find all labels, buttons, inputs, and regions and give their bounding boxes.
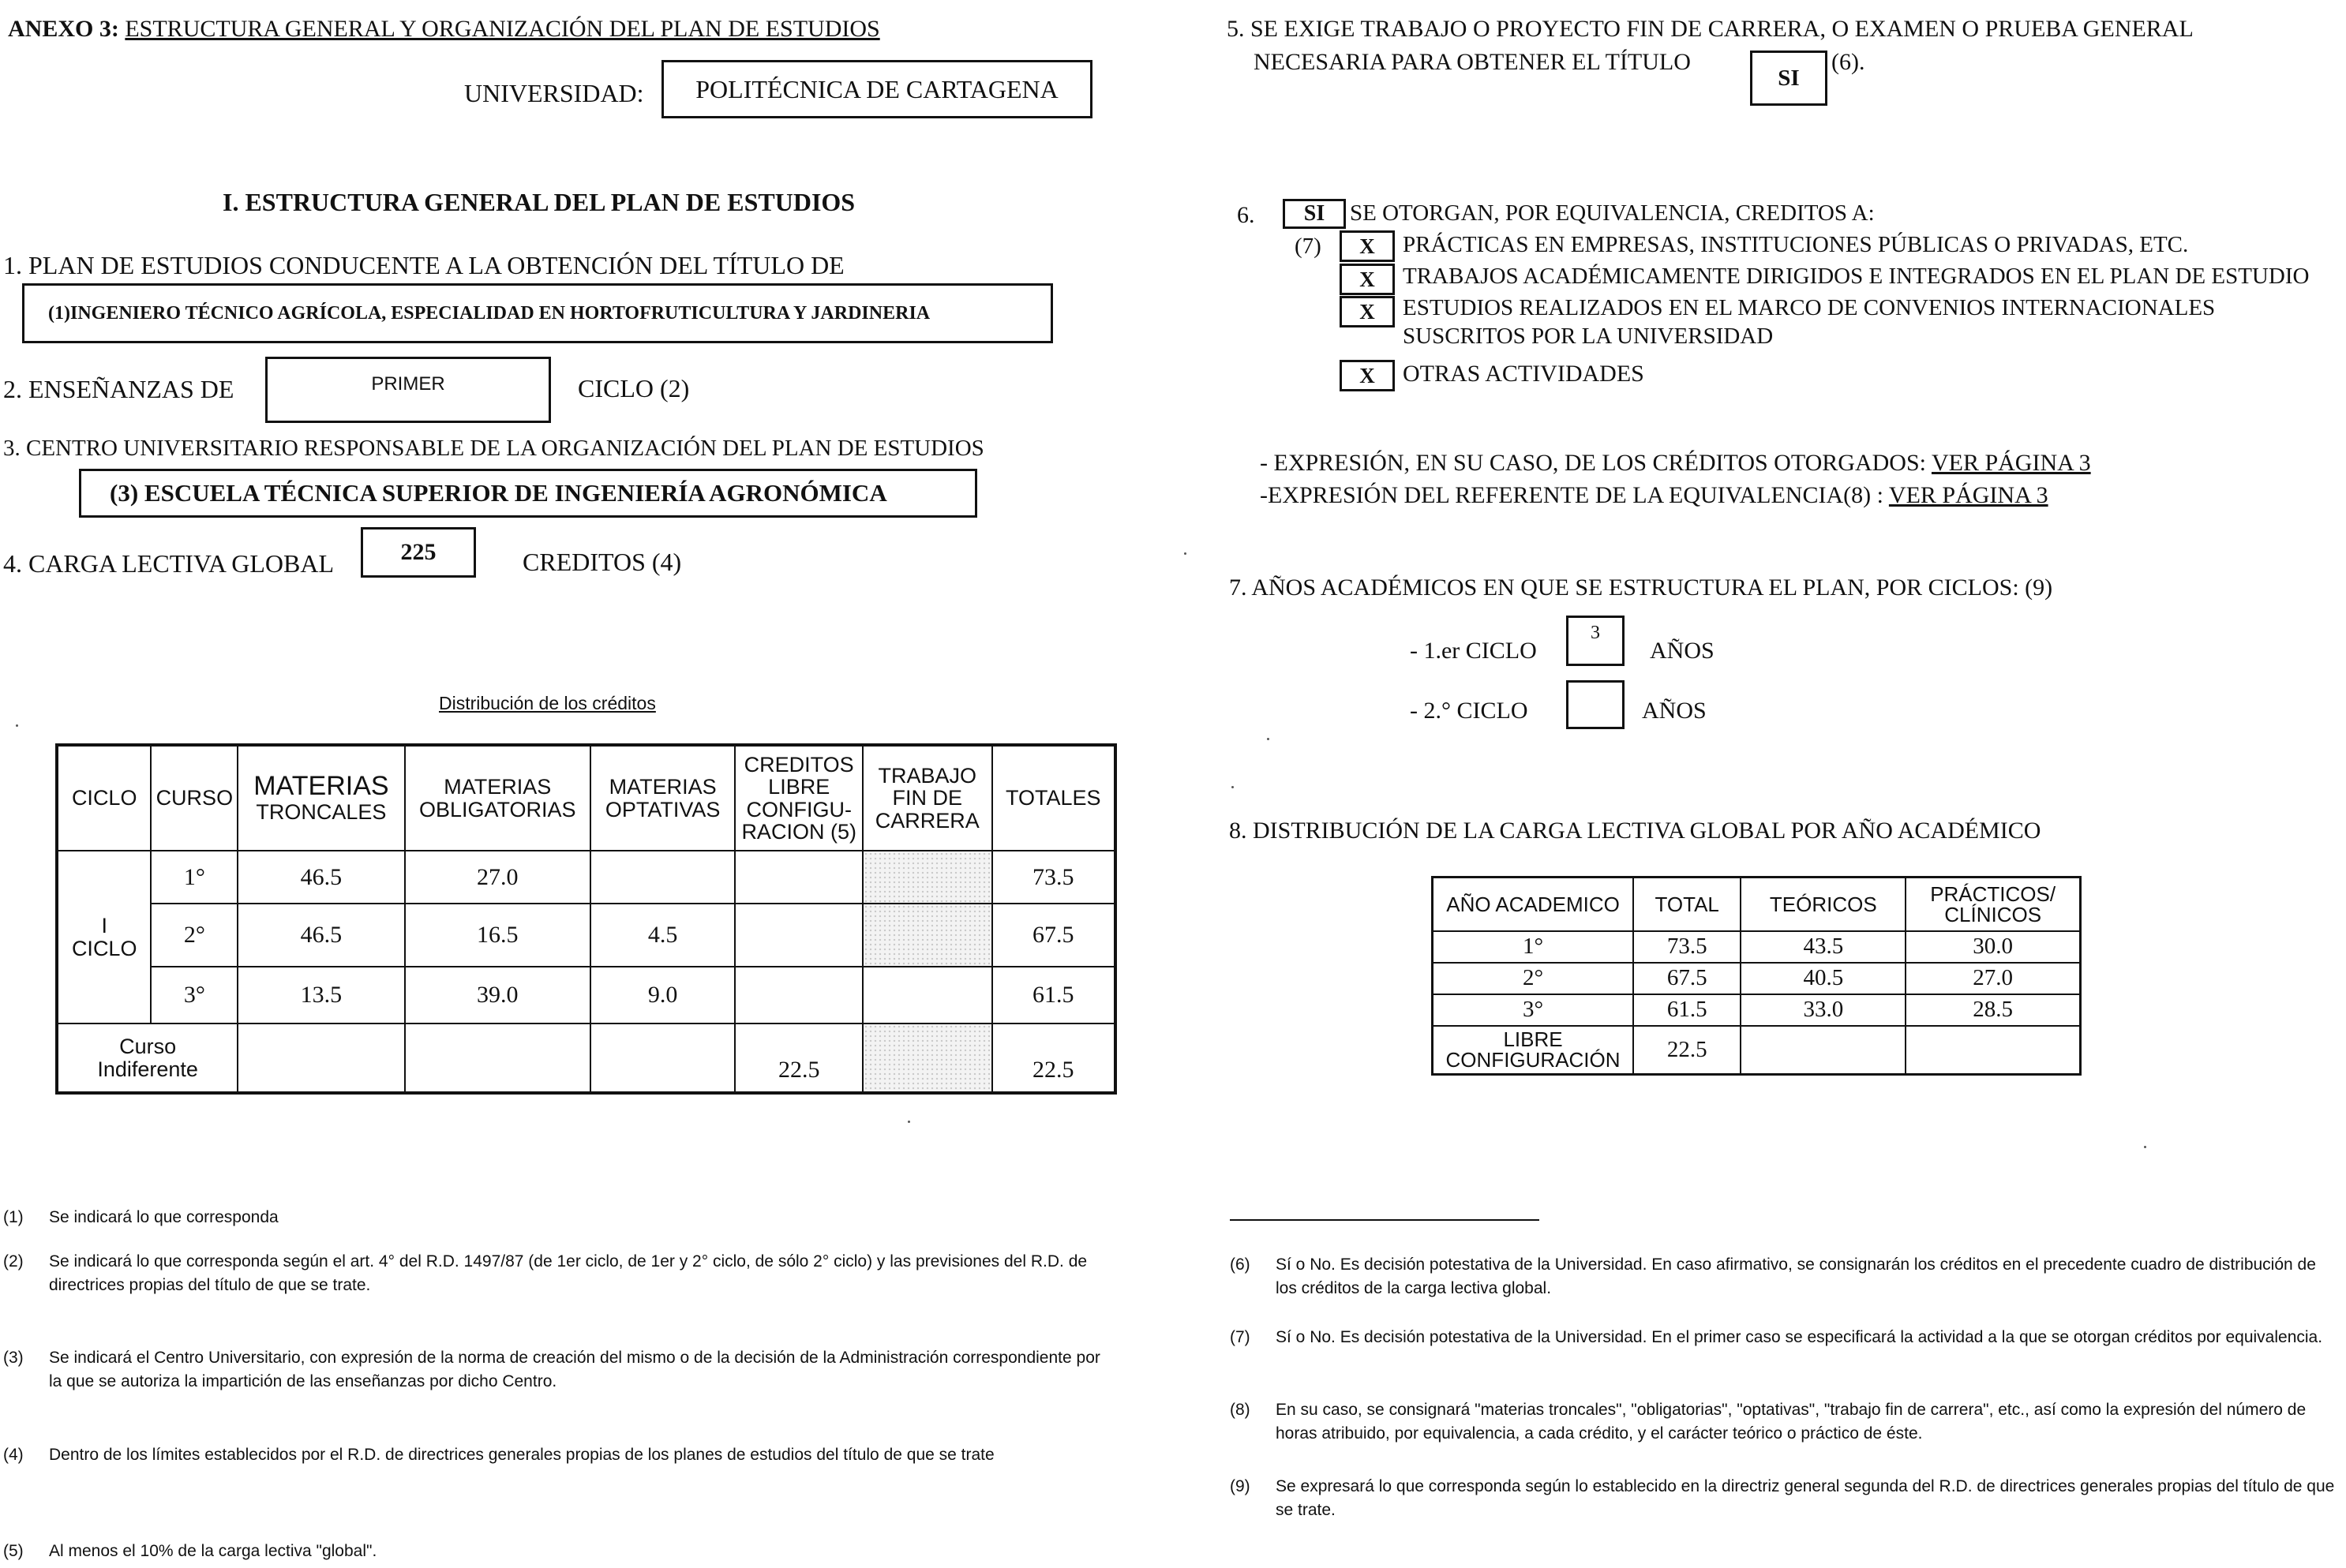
hdr-total: TOTAL <box>1633 878 1741 931</box>
check-box <box>1340 230 1395 262</box>
optativas-cell: 4.5 <box>590 904 735 967</box>
footnote: (6) Sí o No. Es decisión potestativa de la Universidad. En caso afirmativo, se consignarán los créditos en el precedente cuadro de distribución de los créditos de la carga lectiva global. <box>1230 1256 2316 1297</box>
trabajo-cell <box>863 1024 992 1093</box>
table-row <box>1433 1026 2081 1075</box>
table-row <box>1433 931 2081 963</box>
anio-cell: 1° <box>1433 931 1634 963</box>
footnote-separator <box>1230 1219 1539 1221</box>
totales-cell: 61.5 <box>992 967 1115 1024</box>
curso-cell: 3° <box>151 967 238 1024</box>
ciclo1-label: - 1.er CICLO <box>1410 638 1537 664</box>
ciclo-value: PRIMER <box>371 373 445 395</box>
hdr-ciclo: CICLO <box>57 745 151 851</box>
check-label: PRÁCTICAS EN EMPRESAS, INSTITUCIONES PÚBLICAS O PRIVADAS, ETC. <box>1403 232 2189 257</box>
check-box <box>1340 296 1395 327</box>
item1-label: 1. PLAN DE ESTUDIOS CONDUCENTE A LA OBTENCIÓN DEL TÍTULO DE <box>3 251 845 279</box>
ciclo-cell: I CICLO <box>57 851 151 1024</box>
total-cell: 22.5 <box>1633 1026 1741 1075</box>
practicos-cell: 30.0 <box>1906 931 2080 963</box>
table-row <box>1433 963 2081 994</box>
item6-ref: (7) <box>1295 234 1321 259</box>
carga-value: 225 <box>400 539 437 565</box>
footnote: (2) Se indicará lo que corresponda según el art. 4° del R.D. 1497/87 (de 1er ciclo, de 1er y 2° ciclo, de sólo 2° ciclo) y las previsiones del R.D. de directrices propias del título de que se trate. <box>3 1252 1088 1294</box>
footnote: (3) Se indicará el Centro Universitario, con expresión de la norma de creación del mismo o de la decisión de la Administración correspondiente por la que se autoriza la impartición de las enseñanzas por dicho Centro. <box>3 1349 1100 1390</box>
distribution-title: Distribución de los créditos <box>439 693 656 713</box>
hdr-teoricos: TEÓRICOS <box>1741 878 1906 931</box>
libre-cell: 22.5 <box>735 1024 863 1093</box>
teoricos-cell: 33.0 <box>1741 994 1906 1026</box>
table-row <box>57 904 1115 967</box>
expr1: - EXPRESIÓN, EN SU CASO, DE LOS CRÉDITOS OTORGADOS: VER PÁGINA 3 <box>1260 450 2091 476</box>
item3-label: 3. CENTRO UNIVERSITARIO RESPONSABLE DE LA ORGANIZACIÓN DEL PLAN DE ESTUDIOS <box>3 436 984 461</box>
totales-cell: 67.5 <box>992 904 1115 967</box>
scan-speck <box>1231 786 1234 788</box>
expr2: -EXPRESIÓN DEL REFERENTE DE LA EQUIVALENCIA(8) : VER PÁGINA 3 <box>1260 482 2048 508</box>
item5-box <box>1750 51 1827 106</box>
practicos-cell: 28.5 <box>1906 994 2080 1026</box>
item2-suffix: CICLO (2) <box>578 374 690 402</box>
item5-suffix: (6). <box>1831 49 1865 75</box>
scan-speck <box>2144 1146 2146 1148</box>
check-mark: X <box>1359 267 1375 291</box>
hdr-totales: TOTALES <box>992 745 1115 851</box>
curso-cell: 2° <box>151 904 238 967</box>
optativas-cell: 9.0 <box>590 967 735 1024</box>
credits-table <box>55 743 1117 1095</box>
footnote: (4) Dentro de los límites establecidos por el R.D. de directrices generales propias de los planes de estudios del título de que se trate <box>3 1446 995 1464</box>
expr2-link[interactable]: VER PÁGINA 3 <box>1888 482 2048 508</box>
table-row <box>1433 994 2081 1026</box>
hdr-obligatorias: MATERIAS OBLIGATORIAS <box>405 745 590 851</box>
item6-label: SE OTORGAN, POR EQUIVALENCIA, CREDITOS A: <box>1350 200 1875 226</box>
libre-cell <box>735 904 863 967</box>
universidad-value: POLITÉCNICA DE CARTAGENA <box>695 74 1059 103</box>
table-row <box>57 1024 1115 1093</box>
check-label-continued: SUSCRITOS POR LA UNIVERSIDAD <box>1403 324 1774 349</box>
ciclo2-box <box>1566 680 1625 729</box>
universidad-field <box>661 60 1092 118</box>
item5-value: SI <box>1778 65 1800 91</box>
footnote: (9) Se expresará lo que corresponda según lo establecido en la directriz general segunda del R.D. de directrices generales propias del título de que se trate. <box>1230 1477 2335 1519</box>
item5-line1: 5. SE EXIGE TRABAJO O PROYECTO FIN DE CARRERA, O EXAMEN O PRUEBA GENERAL <box>1227 16 2194 42</box>
item6-number: 6. <box>1237 202 1255 228</box>
obligatorias-cell: 27.0 <box>405 851 590 904</box>
ciclo1-value: 3 <box>1591 623 1600 643</box>
total-cell: 73.5 <box>1633 931 1741 963</box>
totales-cell: 73.5 <box>992 851 1115 904</box>
anio-cell: 3° <box>1433 994 1634 1026</box>
hdr-practicos: PRÁCTICOS/ CLÍNICOS <box>1906 878 2080 931</box>
trabajo-cell <box>863 967 992 1024</box>
scan-speck <box>908 1121 910 1123</box>
item8-label: 8. DISTRIBUCIÓN DE LA CARGA LECTIVA GLOBAL POR AÑO ACADÉMICO <box>1229 818 2041 844</box>
item6-box <box>1283 199 1346 229</box>
total-cell: 67.5 <box>1633 963 1741 994</box>
centro-value: (3) ESCUELA TÉCNICA SUPERIOR DE INGENIERÍA AGRONÓMICA <box>110 479 887 507</box>
troncales-cell: 46.5 <box>238 851 404 904</box>
optativas-cell <box>590 851 735 904</box>
item7-label: 7. AÑOS ACADÉMICOS EN QUE SE ESTRUCTURA EL PLAN, POR CICLOS: (9) <box>1229 574 2053 601</box>
teoricos-cell: 43.5 <box>1741 931 1906 963</box>
footnote: (8) En su caso, se consignará "materias troncales", "obligatorias", "optativas", "trabajo fin de carrera", etc., así como la expresión del número de horas atribuido, por equivalencia, a cada crédito, y el carácter teórico o práctico de éste. <box>1230 1401 2307 1443</box>
footnote: (7) Sí o No. Es decisión potestativa de la Universidad. En el primer caso se especificará la actividad a la que se otorgan créditos por equivalencia. <box>1230 1328 2323 1346</box>
trabajo-cell <box>863 904 992 967</box>
year-header-row <box>1433 878 2081 931</box>
centro-field <box>79 469 977 518</box>
scan-speck <box>16 724 18 727</box>
item2-label: 2. ENSEÑANZAS DE <box>3 375 234 403</box>
ciclo1-box <box>1566 616 1625 666</box>
hdr-curso: CURSO <box>151 745 238 851</box>
item4-label: 4. CARGA LECTIVA GLOBAL <box>3 549 334 578</box>
ciclo2-label: - 2.° CICLO <box>1410 698 1528 724</box>
credits-header-row <box>57 745 1115 851</box>
libre-cell <box>735 851 863 904</box>
check-label: TRABAJOS ACADÉMICAMENTE DIRIGIDOS E INTEGRADOS EN EL PLAN DE ESTUDIO <box>1403 264 2310 289</box>
item5-line2: NECESARIA PARA OBTENER EL TÍTULO <box>1254 49 1691 75</box>
expr1-link[interactable]: VER PÁGINA 3 <box>1931 450 2091 476</box>
practicos-cell: 27.0 <box>1906 963 2080 994</box>
trabajo-cell <box>863 851 992 904</box>
universidad-label: UNIVERSIDAD: <box>464 79 644 107</box>
optativas-cell <box>590 1024 735 1093</box>
anexo-heading <box>8 16 880 43</box>
check-label: OTRAS ACTIVIDADES <box>1403 361 1644 387</box>
troncales-cell <box>238 1024 404 1093</box>
anio-cell: 2° <box>1433 963 1634 994</box>
anexo-label: ANEXO 3: <box>8 16 119 42</box>
indiferente-cell: Curso Indiferente <box>57 1024 238 1093</box>
scan-speck <box>1184 552 1186 555</box>
libre-cell <box>735 967 863 1024</box>
titulo-value: (1)INGENIERO TÉCNICO AGRÍCOLA, ESPECIALIDAD EN HORTOFRUTICULTURA Y JARDINERIA <box>48 302 931 324</box>
section-title: I. ESTRUCTURA GENERAL DEL PLAN DE ESTUDIOS <box>223 188 856 216</box>
hdr-optativas: MATERIAS OPTATIVAS <box>590 745 735 851</box>
libre-cell: LIBRE CONFIGURACIÓN <box>1433 1026 1634 1075</box>
hdr-anio: AÑO ACADEMICO <box>1433 878 1634 931</box>
obligatorias-cell <box>405 1024 590 1093</box>
practicos-cell <box>1906 1026 2080 1075</box>
item6-value: SI <box>1303 201 1325 226</box>
table-row <box>57 851 1115 904</box>
check-mark: X <box>1359 234 1375 258</box>
check-box <box>1340 360 1395 391</box>
troncales-cell: 46.5 <box>238 904 404 967</box>
ciclo2-unit: AÑOS <box>1642 698 1707 724</box>
hdr-trabajo: TRABAJO FIN DE CARRERA <box>863 745 992 851</box>
ciclo1-unit: AÑOS <box>1650 638 1715 664</box>
ciclo-field <box>265 357 551 423</box>
teoricos-cell <box>1741 1026 1906 1075</box>
check-mark: X <box>1359 299 1375 324</box>
troncales-cell: 13.5 <box>238 967 404 1024</box>
totales-cell: 22.5 <box>992 1024 1115 1093</box>
obligatorias-cell: 16.5 <box>405 904 590 967</box>
teoricos-cell: 40.5 <box>1741 963 1906 994</box>
titulo-field <box>22 283 1053 343</box>
check-label: ESTUDIOS REALIZADOS EN EL MARCO DE CONVENIOS INTERNACIONALES <box>1403 295 2216 320</box>
anexo-title: ESTRUCTURA GENERAL Y ORGANIZACIÓN DEL PLAN DE ESTUDIOS <box>125 16 880 42</box>
curso-cell: 1° <box>151 851 238 904</box>
hdr-troncales: MATERIAS TRONCALES <box>238 745 404 851</box>
item4-suffix: CREDITOS (4) <box>523 548 682 576</box>
total-cell: 61.5 <box>1633 994 1741 1026</box>
hdr-libre: CREDITOS LIBRE CONFIGU- RACION (5) <box>735 745 863 851</box>
year-table <box>1431 876 2082 1076</box>
check-box <box>1340 264 1395 295</box>
check-mark: X <box>1359 363 1375 387</box>
table-row <box>57 967 1115 1024</box>
obligatorias-cell: 39.0 <box>405 967 590 1024</box>
scan-speck <box>1267 738 1269 740</box>
carga-field <box>361 527 476 578</box>
